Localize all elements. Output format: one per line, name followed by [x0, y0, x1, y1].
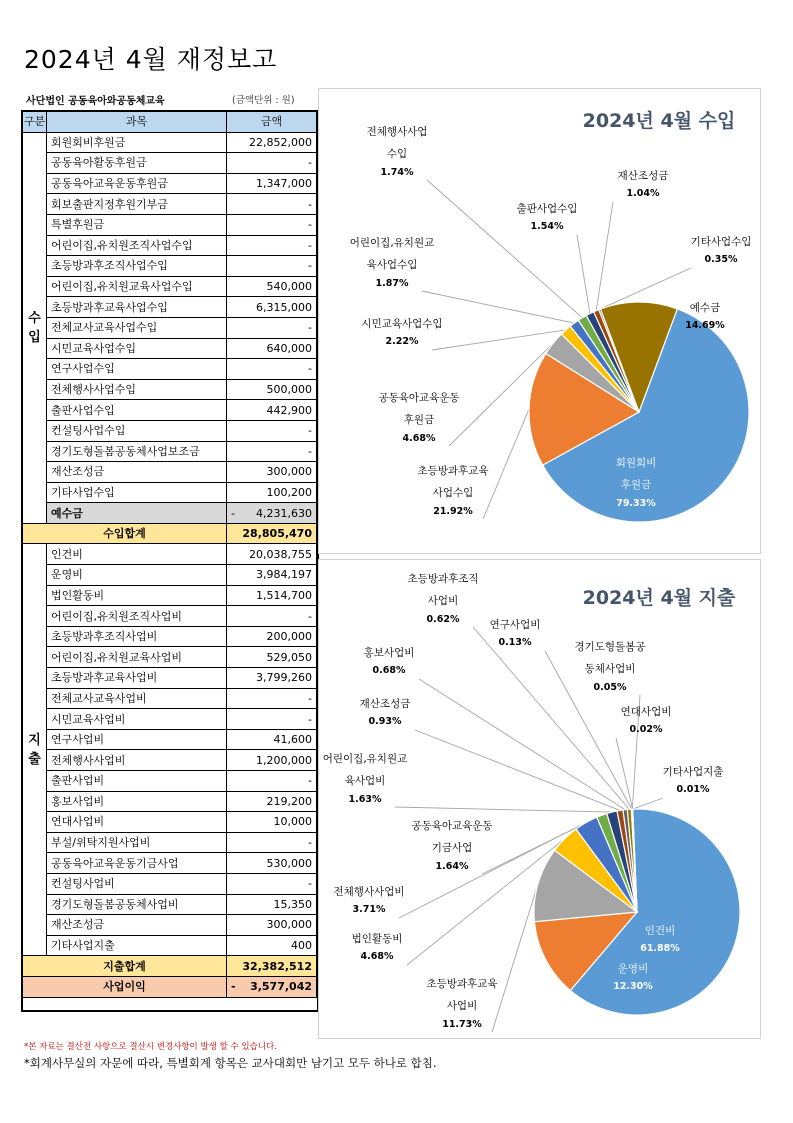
leader-line — [616, 738, 633, 809]
income-amount: - — [227, 256, 317, 277]
slice-percent: 1.63% — [348, 794, 382, 805]
slice-percent: 4.68% — [360, 951, 394, 962]
slice-label — [618, 169, 669, 199]
leader-line — [473, 627, 629, 809]
expense-item: 시민교육사업비 — [47, 709, 227, 730]
expense-row — [23, 791, 317, 812]
slice-percent: 0.01% — [676, 784, 710, 795]
slice-percent: 1.64% — [435, 861, 469, 872]
expense-total-row — [23, 956, 317, 977]
expense-item: 초등방과후조직사업비 — [47, 626, 227, 647]
income-total-amount: 28,805,470 — [227, 523, 317, 544]
slice-label-text: 육사업수입 — [366, 259, 418, 271]
slice-percent: 0.05% — [593, 682, 627, 693]
chart-title: 2024년 4월 지출 — [582, 587, 736, 609]
income-amount: - — [227, 235, 317, 256]
slice-label — [490, 618, 541, 648]
expense-row — [23, 935, 317, 956]
slice-percent: 61.88% — [640, 943, 680, 954]
expense-item: 연구사업비 — [47, 729, 227, 750]
col-amount-header: 금액 — [227, 112, 317, 133]
finance-table — [22, 111, 317, 998]
income-amount: 640,000 — [227, 338, 317, 359]
expense-category-label — [23, 544, 47, 956]
slice-label — [323, 752, 407, 805]
expense-item: 인건비 — [47, 544, 227, 565]
income-amount: - — [227, 194, 317, 215]
expense-item: 부설/위탁지원사업비 — [47, 832, 227, 853]
income-row — [23, 153, 317, 174]
expense-item: 연대사업비 — [47, 812, 227, 833]
pie-svg — [319, 89, 760, 553]
income-item: 어린이집,유치원교육사업수입 — [47, 276, 227, 297]
income-item: 컨설팅사업수입 — [47, 420, 227, 441]
slice-label-text: 회원회비 — [615, 457, 657, 469]
slice-label — [360, 697, 411, 727]
slice-label — [333, 885, 404, 915]
expense-amount: 400 — [227, 935, 317, 956]
income-item: 회보출판지정후원기부금 — [47, 194, 227, 215]
leader-line — [577, 235, 590, 314]
slice-label-text: 어린이집,유치원교 — [322, 753, 408, 765]
expense-item: 초등방과후교육사업비 — [47, 668, 227, 689]
expense-item: 전체교사교육사업비 — [47, 688, 227, 709]
slice-label-text: 경기도형돌봄공 — [574, 641, 646, 653]
profit-row — [23, 976, 317, 997]
expense-amount: 3,984,197 — [227, 565, 317, 586]
slice-label-text: 후원금 — [620, 479, 652, 491]
income-item: 공동육아교육운동후원금 — [47, 173, 227, 194]
income-amount: 540,000 — [227, 276, 317, 297]
slice-label-text: 초등방과후조직 — [407, 573, 479, 585]
income-row — [23, 420, 317, 441]
slice-label-text: 공동육아교육운동 — [411, 820, 493, 832]
expense-amount: - — [227, 688, 317, 709]
carry-sign: - — [231, 506, 235, 520]
slice-percent: 4.68% — [402, 433, 436, 444]
slice-label — [616, 456, 657, 509]
expense-row — [23, 647, 317, 668]
profit-label: 사업이익 — [23, 976, 227, 997]
slice-label — [364, 646, 415, 676]
slice-label — [574, 640, 645, 693]
expense-amount: - — [227, 771, 317, 792]
income-item: 출판사업수입 — [47, 400, 227, 421]
leader-line — [432, 330, 566, 350]
income-item: 시민교육사업수입 — [47, 338, 227, 359]
carry-label: 예수금 — [47, 503, 227, 524]
slice-percent: 3.71% — [352, 904, 386, 915]
expense-amount: 529,050 — [227, 647, 317, 668]
expense-amount: - — [227, 606, 317, 627]
income-row — [23, 194, 317, 215]
income-row — [23, 214, 317, 235]
expense-category-text: 지 출 — [28, 732, 41, 767]
income-row — [23, 462, 317, 483]
expense-item: 공동육아교육운동기금사업 — [47, 853, 227, 874]
expense-row — [23, 585, 317, 606]
slice-label-text: 출판사업수입 — [516, 203, 578, 215]
expense-amount: 300,000 — [227, 915, 317, 936]
slice-label-text: 전체행사사업 — [366, 126, 428, 138]
leader-line — [422, 291, 574, 323]
slice-label-text: 초등방과후교육 — [426, 978, 498, 990]
income-amount: 6,315,000 — [227, 297, 317, 318]
expense-total-amount: 32,382,512 — [227, 956, 317, 977]
profit-amount — [227, 976, 317, 997]
leader-line — [483, 409, 529, 519]
income-amount: - — [227, 317, 317, 338]
slice-label-text: 재산조성금 — [617, 170, 669, 182]
income-row — [23, 379, 317, 400]
expense-amount: - — [227, 709, 317, 730]
expense-item: 재산조성금 — [47, 915, 227, 936]
slice-percent: 21.92% — [433, 506, 473, 517]
slice-percent: 0.13% — [498, 637, 532, 648]
page-title: 2024년 4월 재정보고 — [24, 45, 278, 74]
slice-label-text: 홍보사업비 — [363, 647, 415, 659]
income-item: 어린이집,유치원조직사업수입 — [47, 235, 227, 256]
income-amount: 442,900 — [227, 400, 317, 421]
slice-label — [691, 235, 752, 265]
organization-name: 사단법인 공동육아와공동체교육 — [26, 96, 165, 107]
slice-label — [426, 977, 497, 1030]
slice-label-text: 수입 — [386, 148, 408, 160]
expense-item: 운영비 — [47, 565, 227, 586]
slice-label — [407, 572, 478, 625]
income-amount: - — [227, 359, 317, 380]
slice-label — [352, 932, 403, 962]
expense-row — [23, 606, 317, 627]
accounting-note: *회계사무실의 자문에 따라, 특별회계 항목은 교사대회만 남기고 모두 하나로 합침. — [24, 1056, 437, 1070]
income-row — [23, 441, 317, 462]
slice-percent: 1.87% — [375, 278, 409, 289]
slice-percent: 0.93% — [368, 716, 402, 727]
slice-label-text: 후원금 — [403, 414, 435, 426]
slice-percent: 0.62% — [426, 614, 460, 625]
slice-label — [663, 765, 724, 795]
expense-row — [23, 750, 317, 771]
slice-percent: 11.73% — [442, 1019, 482, 1030]
slice-percent: 1.04% — [626, 188, 660, 199]
chart-title: 2024년 4월 수입 — [582, 110, 736, 132]
slice-label — [517, 202, 578, 232]
income-item: 회원회비후원금 — [47, 132, 227, 153]
col-item-header: 과목 — [47, 112, 227, 133]
income-total-label: 수입합계 — [23, 523, 227, 544]
income-row — [23, 132, 317, 153]
slice-label-text: 기타사업지출 — [662, 766, 724, 778]
expense-row — [23, 812, 317, 833]
slice-percent: 79.33% — [616, 498, 656, 509]
income-amount: 100,200 — [227, 482, 317, 503]
expense-row — [23, 729, 317, 750]
profit-sign: - — [231, 980, 236, 994]
slice-label-text: 동체사업비 — [584, 663, 636, 675]
income-item: 초등방과후교육사업수입 — [47, 297, 227, 318]
slice-label-text: 운영비 — [617, 963, 649, 975]
slice-label-text: 사업비 — [427, 595, 459, 607]
income-amount: - — [227, 441, 317, 462]
leader-line — [419, 679, 625, 810]
slice-percent: 0.68% — [372, 665, 406, 676]
expense-row — [23, 668, 317, 689]
slice-label-text: 전체행사사업비 — [333, 886, 405, 898]
income-row — [23, 235, 317, 256]
slice-label-text: 공동육아교육운동 — [378, 392, 460, 404]
slice-percent: 0.35% — [704, 254, 738, 265]
expense-amount: 530,000 — [227, 853, 317, 874]
income-item: 공동육아활동후원금 — [47, 153, 227, 174]
income-row — [23, 400, 317, 421]
income-item: 전체행사사업수입 — [47, 379, 227, 400]
slice-label-text: 연구사업비 — [489, 619, 541, 631]
expense-item: 경기도형돌봄공동체사업비 — [47, 894, 227, 915]
slice-label — [367, 125, 428, 178]
income-row — [23, 173, 317, 194]
expense-amount: 219,200 — [227, 791, 317, 812]
slice-label — [378, 391, 459, 444]
expense-row — [23, 688, 317, 709]
slice-label-text: 기타사업수입 — [690, 236, 752, 248]
income-row — [23, 276, 317, 297]
expense-amount: 200,000 — [227, 626, 317, 647]
leader-line — [395, 807, 612, 812]
expense-row — [23, 832, 317, 853]
expense-amount: - — [227, 832, 317, 853]
slice-percent: 12.30% — [613, 981, 653, 992]
income-item: 연구사업수입 — [47, 359, 227, 380]
expense-row — [23, 626, 317, 647]
income-amount: 1,347,000 — [227, 173, 317, 194]
slice-label-text: 인건비 — [644, 925, 676, 937]
slice-label-text: 사업비 — [446, 1000, 478, 1012]
expense-item: 어린이집,유치원교육사업비 — [47, 647, 227, 668]
income-row — [23, 297, 317, 318]
slice-label — [350, 236, 434, 289]
income-item: 특별후원금 — [47, 214, 227, 235]
disclaimer-note: *본 자료는 결산전 사항으로 결산시 변경사항이 발생 할 수 있습니다. — [24, 1042, 277, 1052]
expense-amount: 1,514,700 — [227, 585, 317, 606]
slice-label-text: 연대사업비 — [620, 706, 672, 718]
expense-amount: 10,000 — [227, 812, 317, 833]
income-amount: - — [227, 214, 317, 235]
carry-amount — [227, 503, 317, 524]
income-amount: 500,000 — [227, 379, 317, 400]
income-amount: - — [227, 420, 317, 441]
expense-row — [23, 853, 317, 874]
expense-item: 홍보사업비 — [47, 791, 227, 812]
expense-total-label: 지출합계 — [23, 956, 227, 977]
expense-item: 어린이집,유치원조직사업비 — [47, 606, 227, 627]
expense-amount: 1,200,000 — [227, 750, 317, 771]
income-amount: 300,000 — [227, 462, 317, 483]
income-item: 초등방과후조직사업수입 — [47, 256, 227, 277]
expense-row — [23, 894, 317, 915]
slice-label — [361, 317, 442, 347]
slice-label-text: 시민교육사업수입 — [361, 318, 443, 330]
slice-label — [411, 819, 492, 872]
income-row — [23, 482, 317, 503]
profit-value: 3,577,042 — [250, 980, 312, 994]
slice-label-text: 어린이집,유치원교 — [349, 237, 435, 249]
expense-row — [23, 771, 317, 792]
income-category-label — [23, 132, 47, 523]
carry-row — [23, 503, 317, 524]
slice-label — [417, 464, 488, 517]
expense-amount: 41,600 — [227, 729, 317, 750]
slice-percent: 14.69% — [685, 320, 725, 331]
income-amount: 22,852,000 — [227, 132, 317, 153]
slice-label-text: 기금사업 — [431, 842, 473, 854]
pie-svg — [319, 560, 760, 1038]
leader-line — [415, 730, 620, 810]
income-item: 재산조성금 — [47, 462, 227, 483]
income-row — [23, 317, 317, 338]
slice-percent: 1.54% — [530, 221, 564, 232]
expense-amount: 15,350 — [227, 894, 317, 915]
expense-row — [23, 915, 317, 936]
expense-pie-chart — [318, 559, 761, 1039]
carry-value: 4,231,630 — [256, 506, 312, 520]
income-amount: - — [227, 153, 317, 174]
slice-label-text: 법인활동비 — [351, 933, 403, 945]
income-row — [23, 359, 317, 380]
slice-label — [621, 705, 672, 735]
income-row — [23, 338, 317, 359]
slice-label-text: 초등방과후교육 — [417, 465, 489, 477]
leader-line — [596, 202, 613, 311]
expense-item: 전체행사사업비 — [47, 750, 227, 771]
income-item: 전체교사교육사업수입 — [47, 317, 227, 338]
leader-line — [492, 884, 538, 1032]
income-total-row — [23, 523, 317, 544]
amount-unit: (금액단위 : 원) — [232, 95, 295, 106]
expense-row — [23, 709, 317, 730]
expense-item: 출판사업비 — [47, 771, 227, 792]
expense-item: 기타사업지출 — [47, 935, 227, 956]
expense-amount: 3,799,260 — [227, 668, 317, 689]
income-row — [23, 256, 317, 277]
slice-label-text: 사업수입 — [432, 487, 474, 499]
slice-percent: 2.22% — [385, 336, 419, 347]
leader-line — [633, 798, 663, 809]
slice-label-text: 재산조성금 — [359, 698, 411, 710]
income-pie-chart — [318, 88, 761, 554]
income-item: 경기도형돌봄공동체사업보조금 — [47, 441, 227, 462]
expense-row — [23, 565, 317, 586]
expense-row — [23, 873, 317, 894]
expense-amount: - — [227, 873, 317, 894]
income-item: 기타사업수입 — [47, 482, 227, 503]
col-category-header: 구분 — [23, 112, 47, 133]
expense-item: 법인활동비 — [47, 585, 227, 606]
slice-label-text: 육사업비 — [344, 775, 386, 787]
slice-percent: 1.74% — [380, 167, 414, 178]
expense-amount: 20,038,755 — [227, 544, 317, 565]
expense-item: 컨설팅사업비 — [47, 873, 227, 894]
expense-row — [23, 544, 317, 565]
slice-label-text: 예수금 — [689, 302, 721, 314]
slice-percent: 0.02% — [629, 724, 663, 735]
income-category-text: 수 입 — [28, 310, 41, 345]
